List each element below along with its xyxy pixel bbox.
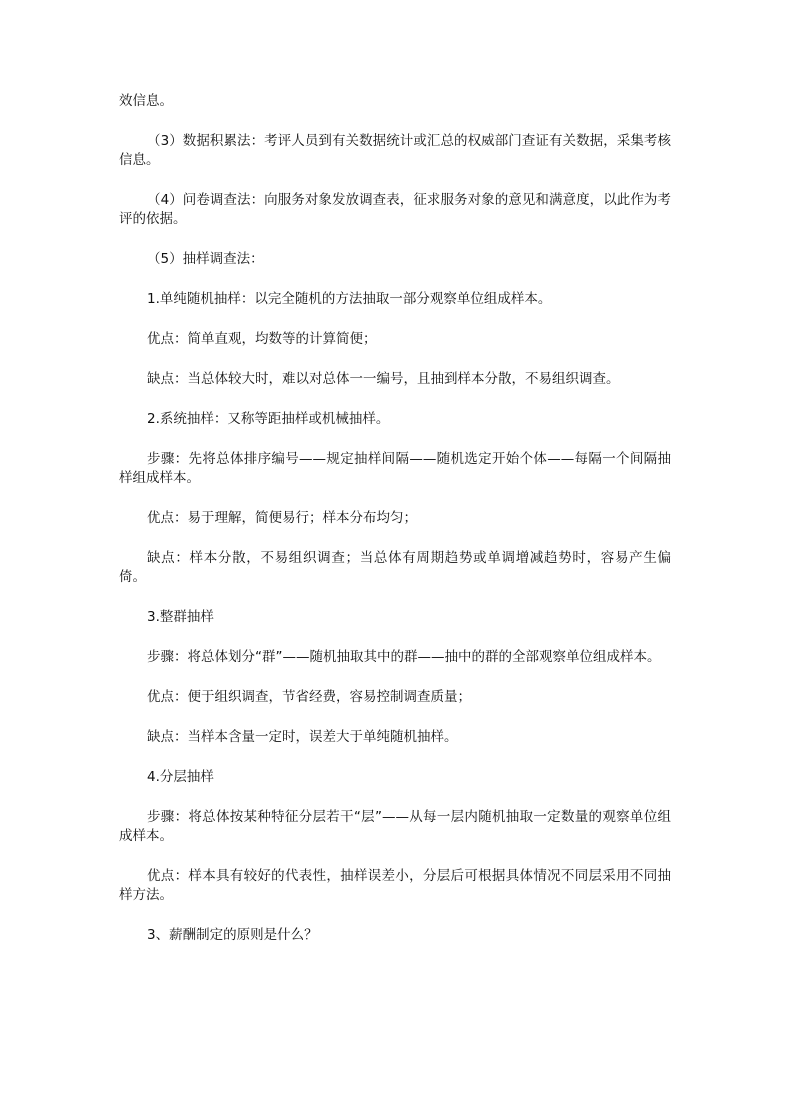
- paragraph-systematic-cons: 缺点：样本分散，不易组织调查；当总体有周期趋势或单调增减趋势时，容易产生偏倚。: [119, 550, 671, 585]
- paragraph-sampling-method-heading: （5）抽样调查法：: [147, 251, 264, 267]
- paragraph-cluster-pros: 优点：便于组织调查，节省经费，容易控制调查质量；: [147, 689, 471, 705]
- paragraph-data-accumulation-method: （3）数据积累法：考评人员到有关数据统计或汇总的权威部门查证有关数据，采集考核信息。: [119, 133, 671, 168]
- document-page: [119, 92, 671, 966]
- paragraph-cluster-cons: 缺点：当样本含量一定时，误差大于单纯随机抽样。: [147, 729, 458, 745]
- paragraph-stratified-sampling: 4.分层抽样: [147, 769, 214, 785]
- paragraph-cluster-sampling: 3.整群抽样: [147, 609, 214, 625]
- paragraph-systematic-pros: 优点：易于理解，简便易行；样本分布均匀；: [147, 510, 417, 526]
- paragraph-continuation: 效信息。: [119, 93, 173, 109]
- paragraph-stratified-pros: 优点：样本具有较好的代表性，抽样误差小，分层后可根据具体情况不同层采用不同抽样方法。: [119, 868, 671, 903]
- question-heading-salary-principles: 3、薪酬制定的原则是什么？: [147, 927, 318, 943]
- paragraph-stratified-steps: 步骤：将总体按某种特征分层若干“层”——从每一层内随机抽取一定数量的观察单位组成样本。: [119, 809, 671, 844]
- paragraph-cluster-steps: 步骤：将总体划分“群”——随机抽取其中的群——抽中的群的全部观察单位组成样本。: [147, 649, 661, 665]
- paragraph-simple-random-pros: 优点：简单直观，均数等的计算简便；: [147, 331, 377, 347]
- paragraph-systematic-steps: 步骤：先将总体排序编号——规定抽样间隔——随机选定开始个体——每隔一个间隔抽样组成样本。: [119, 451, 671, 486]
- paragraph-simple-random-sampling: 1.单纯随机抽样：以完全随机的方法抽取一部分观察单位组成样本。: [147, 291, 552, 307]
- paragraph-simple-random-cons: 缺点：当总体较大时，难以对总体一一编号，且抽到样本分散，不易组织调查。: [147, 371, 620, 387]
- paragraph-questionnaire-method: （4）问卷调查法：向服务对象发放调查表，征求服务对象的意见和满意度，以此作为考评的依据。: [119, 192, 671, 227]
- paragraph-systematic-sampling: 2.系统抽样：又称等距抽样或机械抽样。: [147, 411, 390, 427]
